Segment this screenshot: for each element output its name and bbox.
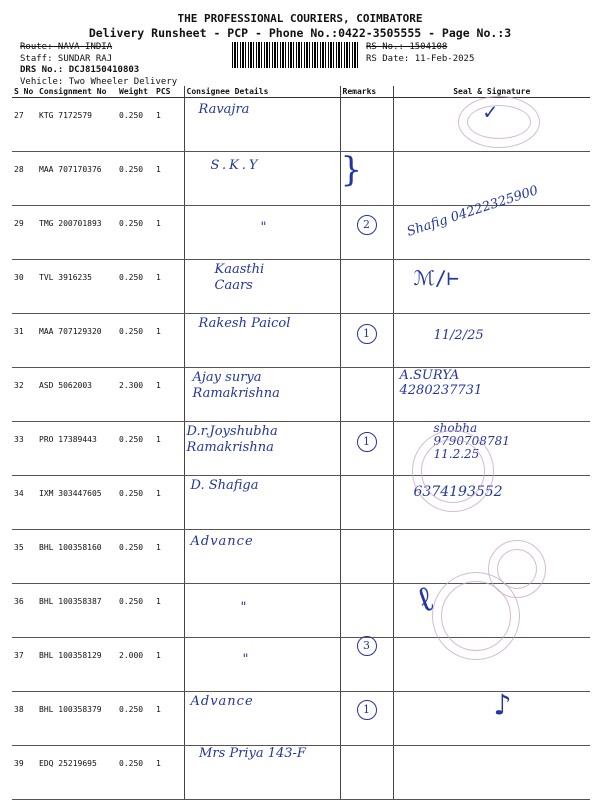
consignee-handwriting: Advance	[190, 694, 254, 709]
cell-sno: 39	[12, 746, 37, 800]
col-pcs: PCS	[154, 86, 184, 98]
col-sno: S No	[12, 86, 37, 98]
table-row	[12, 746, 590, 800]
cell-sno: 32	[12, 368, 37, 422]
signature-scrawl-icon: ♪	[493, 688, 512, 723]
cell-weight: 0.250	[117, 260, 154, 314]
cell-pcs: 1	[154, 206, 184, 260]
consignee-handwriting: D. Shafiga	[190, 478, 259, 493]
remark-circle: 1	[357, 324, 377, 344]
seal-stamp-small	[488, 540, 546, 598]
consignee-handwriting: Kaasthi Caars	[214, 262, 265, 293]
cell-sno: 31	[12, 314, 37, 368]
cell-consignment: BHL 100358379	[37, 692, 117, 746]
cell-sno: 30	[12, 260, 37, 314]
consignee-handwriting: Ravajra	[198, 102, 250, 117]
cell-weight: 0.250	[117, 314, 154, 368]
consignee-ditto: "	[240, 600, 247, 615]
table-row	[12, 692, 590, 746]
col-consignee: Consignee Details	[184, 86, 340, 98]
cell-weight: 0.250	[117, 530, 154, 584]
signature-scrawl-icon: ℓ	[408, 577, 442, 623]
cell-consignment: KTG 7172579	[37, 98, 117, 152]
cell-weight: 0.250	[117, 206, 154, 260]
brace-mark: }	[340, 150, 363, 190]
route-label: Route: NAVA INDIA	[20, 42, 113, 52]
drs-number: DRS No.: DCJ8150410803	[20, 65, 140, 75]
cell-sno: 35	[12, 530, 37, 584]
signature-date: 11/2/25	[433, 328, 484, 343]
barcode	[232, 42, 358, 68]
cell-consignment: MAA 707129320	[37, 314, 117, 368]
cell-consignment: TVL 3916235	[37, 260, 117, 314]
consignee-ditto: "	[260, 220, 267, 235]
cell-pcs: 1	[154, 638, 184, 692]
cell-pcs: 1	[154, 746, 184, 800]
signature-scrawl-icon: ℳ∕⊢	[413, 266, 459, 290]
cell-sno: 33	[12, 422, 37, 476]
cell-consignment: PRO 17389443	[37, 422, 117, 476]
runsheet-info-left	[20, 41, 177, 87]
table-row	[12, 314, 590, 368]
cell-pcs: 1	[154, 530, 184, 584]
cell-sno: 29	[12, 206, 37, 260]
rs-number: RS No.: 1504108	[366, 42, 448, 52]
signature-check-icon: ✓	[483, 100, 497, 125]
cell-weight: 0.250	[117, 746, 154, 800]
cell-sno: 37	[12, 638, 37, 692]
runsheet-subtitle: Delivery Runsheet - PCP - Phone No.:0422-3505555 - Page No.:3	[88, 26, 512, 40]
vehicle-label: Vehicle: Two Wheeler Delivery	[20, 76, 178, 87]
cell-weight: 0.250	[117, 152, 154, 206]
cell-pcs: 1	[154, 692, 184, 746]
seal-stamp-top	[458, 96, 540, 148]
remark-circle: 2	[357, 215, 377, 235]
cell-pcs: 1	[154, 260, 184, 314]
company-title: THE PROFESSIONAL COURIERS, COIMBATORE	[177, 12, 423, 25]
cell-consignment: BHL 100358387	[37, 584, 117, 638]
cell-consignment: TMG 200701893	[37, 206, 117, 260]
signature-phone: 6374193552	[413, 484, 503, 500]
table-row	[12, 206, 590, 260]
cell-consignment: IXM 303447605	[37, 476, 117, 530]
remark-circle: 3	[357, 636, 377, 656]
cell-sno: 34	[12, 476, 37, 530]
signature-handwriting: Shafig 04222325900	[404, 183, 540, 240]
consignee-handwriting: Mrs Priya 143-F	[199, 746, 306, 761]
delivery-table	[12, 86, 590, 800]
signature-handwriting: A.SURYA 4280237731	[399, 368, 483, 398]
cell-weight: 0.250	[117, 584, 154, 638]
cell-sno: 27	[12, 98, 37, 152]
col-weight: Weight	[117, 86, 154, 98]
consignee-handwriting: D.r.Joyshubha Ramakrishna	[186, 424, 278, 455]
rs-date: RS Date: 11-Feb-2025	[366, 54, 475, 64]
cell-pcs: 1	[154, 98, 184, 152]
remark-circle: 1	[357, 700, 377, 720]
cell-pcs: 1	[154, 476, 184, 530]
table-row	[12, 260, 590, 314]
remark-circle: 1	[357, 432, 377, 452]
cell-pcs: 1	[154, 368, 184, 422]
runsheet-info-right	[366, 41, 474, 65]
seal-stamp-middle	[412, 430, 494, 512]
cell-weight: 0.250	[117, 422, 154, 476]
col-consignment: Consignment No	[37, 86, 117, 98]
cell-consignment: MAA 707170376	[37, 152, 117, 206]
cell-weight: 0.250	[117, 692, 154, 746]
cell-sno: 28	[12, 152, 37, 206]
col-signature: Seal & Signature	[393, 86, 590, 98]
cell-pcs: 1	[154, 314, 184, 368]
cell-consignment: EDQ 25219695	[37, 746, 117, 800]
staff-label: Staff: SUNDAR RAJ	[20, 53, 113, 64]
signature-handwriting: shobha 9790708781 11.2.25	[433, 421, 510, 461]
consignee-ditto: "	[242, 652, 249, 667]
cell-consignment: BHL 100358129	[37, 638, 117, 692]
cell-weight: 0.250	[117, 98, 154, 152]
consignee-handwriting: Rakesh Paicol	[198, 316, 291, 331]
cell-pcs: 1	[154, 584, 184, 638]
table-row	[12, 422, 590, 476]
table-row	[12, 368, 590, 422]
consignee-handwriting: S.K.Y	[210, 158, 261, 173]
cell-weight: 2.300	[117, 368, 154, 422]
cell-sno: 36	[12, 584, 37, 638]
cell-consignment: BHL 100358160	[37, 530, 117, 584]
cell-sno: 38	[12, 692, 37, 746]
consignee-handwriting: Advance	[190, 534, 254, 549]
cell-consignment: ASD 5062003	[37, 368, 117, 422]
consignee-handwriting: Ajay surya Ramakrishna	[192, 370, 280, 401]
cell-pcs: 1	[154, 152, 184, 206]
cell-weight: 0.250	[117, 476, 154, 530]
col-remarks: Remarks	[340, 86, 393, 98]
table-row	[12, 476, 590, 530]
cell-pcs: 1	[154, 422, 184, 476]
cell-weight: 2.000	[117, 638, 154, 692]
